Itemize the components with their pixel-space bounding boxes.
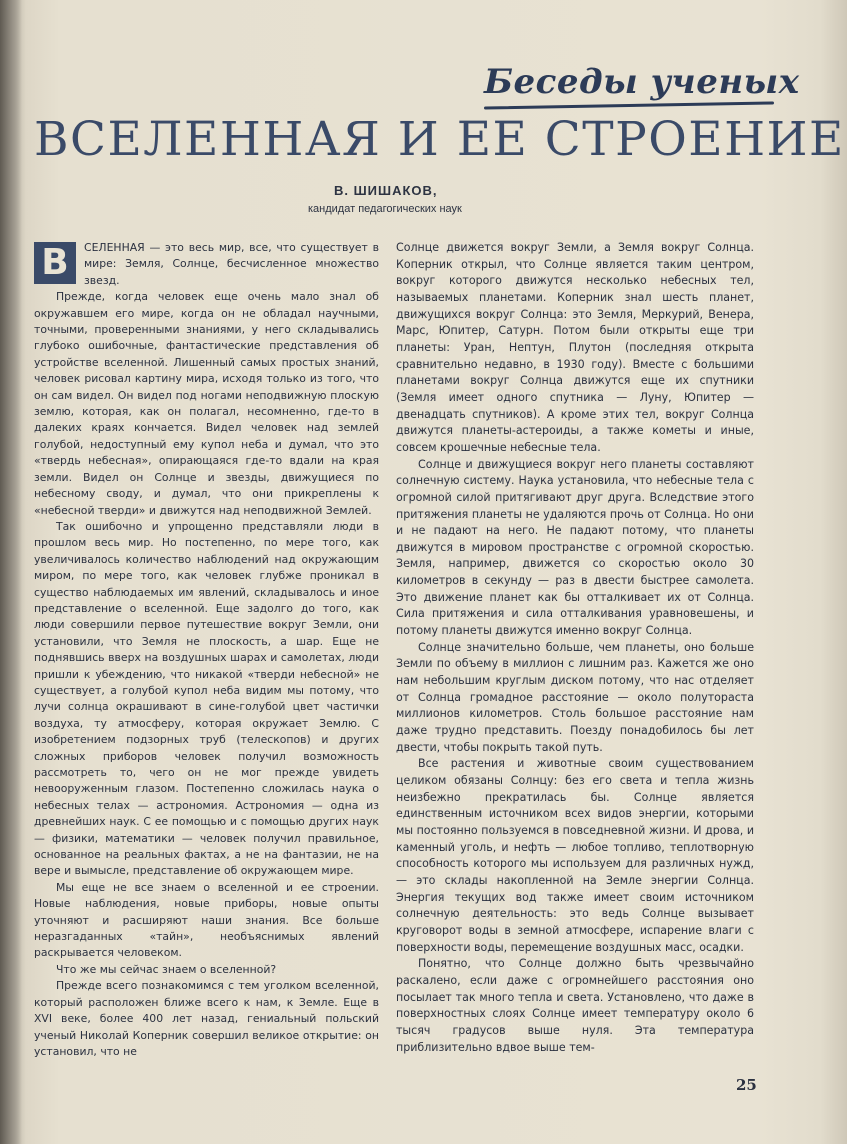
paragraph-text: СЕЛЕННАЯ — это весь мир, все, что существует в мире: Земля, Солнце, бесчисленное множество звезд.: [84, 241, 379, 287]
author-name: В. ШИШАКОВ,: [334, 183, 438, 198]
left-paragraph-6: Прежде всего познакомимся с тем уголком вселенной, который расположен ближе всего к нам, к Земле. Еще в XVI веке, более 400 лет назад, гениальный польский ученый Николай Коперник совершил великое открытие: он установил, что не: [34, 979, 379, 1058]
left-paragraph-2: Прежде, когда человек еще очень мало знал об окружавшем его мире, когда он не обладал научными, точными, проверенными знаниями, у него складывались глубоко ошибочные, фантастические представления об устройстве вселенной. Лишенный самых простых знаний, человек рисовал картину мира, исходя только из того, что он сам видел. Он видел под ногами неподвижную плоскую землю, которая, как он полагал, несомненно, где-то в далеких краях кончается. Видел человек над землей голубой, недоступный ему купол неба и думал, что это «твердь небесная», опирающаяся где-то вдали на края земли. Видел он Солнце и звезды, движущиеся по небесному своду, и думал, что они прикреплены к «небесной тверди» и движутся над неподвижной Землей.: [34, 290, 379, 517]
drop-cap-letter: В: [41, 242, 69, 283]
article-title: ВСЕЛЕННАЯ И ЕЕ СТРОЕНИЕ: [34, 112, 845, 167]
left-column: [34, 240, 379, 1060]
right-paragraph-3: Солнце значительно больше, чем планеты, оно больше Земли по объему в миллион с лишним раз. Кажется же оно нам небольшим круглым диском потому, что нас отделяет от Солнца громадное расстояние — около полутораста миллионов километров. Столь большое расстояние нам даже трудно представить. Поезду понадобилось бы лет двести, чтобы покрыть такой путь.: [396, 640, 754, 754]
right-paragraph-5: Понятно, что Солнце должно быть чрезвычайно раскалено, если даже с огромнейшего расстояния оно посылает так много тепла и света. Установлено, что даже в поверхностных слоях Солнце имеет температуру около 6 тысяч градусов выше нуля. Эта температура приблизительно вдвое выше тем-: [396, 957, 754, 1054]
author-title: кандидат педагогических наук: [308, 203, 462, 215]
left-paragraph-5: Что же мы сейчас знаем о вселенной?: [56, 962, 277, 976]
right-paragraph-1: Солнце движется вокруг Земли, а Земля вокруг Солнца. Коперник открыл, что Солнце является таким центром, вокруг которого движутся несколько небесных тел, называемых планетами. Коперник знал шесть планет, движущихся вокруг Солнца: это Земля, Меркурий, Венера, Марс, Юпитер, Сатурн. Потом были открыты еще три планеты: Уран, Нептун, Плутон (последняя открыта сравнительно недавно, в 1930 году). Вместе с большими планетами вокруг Солнца движутся еще их спутники (Земля имеет одного спутника — Луну, Юпитер — двенадцать спутников). А кроме этих тел, вокруг Солнца движутся планеты-астероиды, а также кометы и иные, совсем крошечные небесные тела.: [396, 241, 754, 454]
right-paragraph-4: Все растения и животные своим существованием целиком обязаны Солнцу: без его света и тепла жизнь неизбежно прекратилась бы. Солнце является единственным источником всех видов энергии, которыми мы постоянно пользуемся в повседневной жизни. И дрова, и каменный уголь, и нефть — любое топливо, теплотворную способность которого мы используем для различных нужд,— это склады накопленной на Земле энергии Солнца. Энергия текущих вод также имеет своим источником солнечную деятельность: это ведь Солнце вызывает круговорот воды в земной атмосфере, испарение влаги с поверхности воды, перемещение воздушных масс, осадки.: [396, 757, 754, 954]
page-number: 25: [736, 1076, 757, 1094]
left-paragraph-3: Так ошибочно и упрощенно представляли люди в прошлом весь мир. Но постепенно, по мере того, как увеличивалось количество наблюдений над окружающим миром, по мере того, как человек глубже проникал в существо наблюдаемых им явлений, складывалось и иное представление о вселенной. Еще задолго до того, как люди совершили первое путешествие вокруг Земли, они установили, что Земля не плоскость, а шар. Еще не поднявшись вверх на воздушных шарах и самолетах, люди пришли к убеждению, что никакой «тверди небесной» не существует, а голубой купол неба видим мы потому, что лучи солнца окрашивают в сине-голубой цвет частички воздуха, ту атмосферу, которая окружает Землю. С изобретением подзорных труб (телескопов) и других сложных приборов человек получил возможность рассмотреть то, чего он не мог прежде увидеть невооруженным глазом. Постепенно сложилась наука о небесных телах — астрономия. Астрономия — одна из древнейших наук. С ее помощью и с помощью других наук — физики, математики — человек получил правильное, основанное на реальных фактах, а не на фантазии, не на вере и вымысле, представление об окружающем мире.: [34, 519, 379, 878]
rubric-text: Беседы ученых: [484, 62, 800, 102]
right-column: [396, 240, 754, 1056]
drop-cap-box: [34, 242, 76, 284]
left-paragraph-1: [34, 240, 379, 289]
left-paragraph-4: Мы еще не все знаем о вселенной и ее строении. Новые наблюдения, новые приборы, новые опыты уточняют и расширяют наши знания. Все больше неразгаданных «тайн», необъяснимых явлений раскрывается человеком.: [34, 880, 379, 960]
page-spine-shadow: [0, 0, 22, 1144]
rubric-underline: [484, 101, 774, 109]
right-paragraph-2: Солнце и движущиеся вокруг него планеты составляют солнечную систему. Наука установила, что небесные тела с огромной силой притягивают друг друга. Вследствие этого притяжения планеты не удаляются прочь от Солнца. Но они и не падают на него. Не падают потому, что планеты движутся в мировом пространстве с огромной скоростью. Земля, например, движется со скоростью около 30 километров в секунду — раз в двести быстрее самолета. Это движение планет как бы отталкивает их от Солнца. Сила притяжения и сила отталкивания уравновешены, и потому планеты движутся именно вокруг Солнца.: [396, 457, 754, 638]
